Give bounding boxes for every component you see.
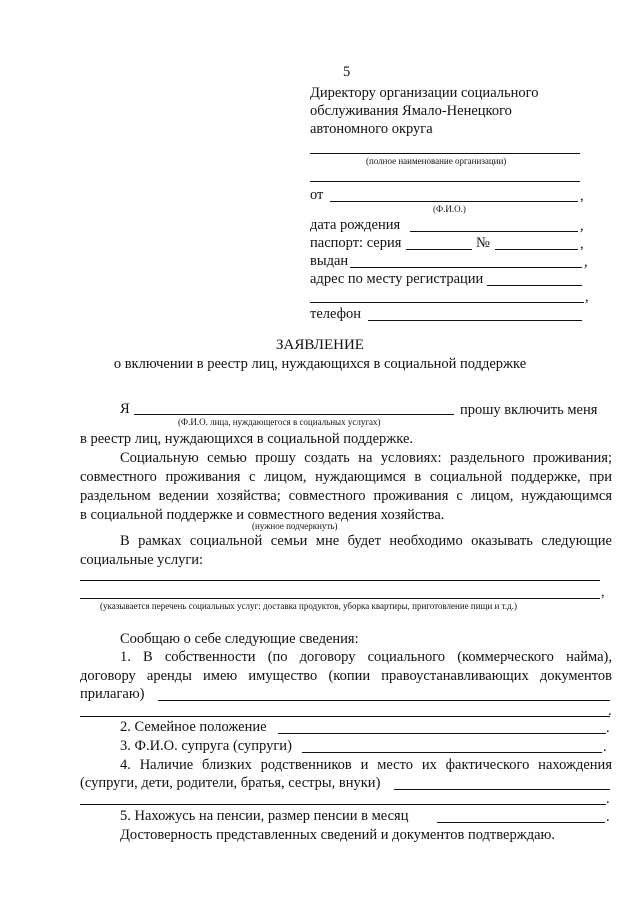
property-field[interactable]: [158, 700, 610, 701]
applicant-name-field[interactable]: [330, 201, 578, 202]
comma: ,: [580, 188, 584, 204]
phone-label: телефон: [310, 306, 362, 322]
item-1-text-2: договору аренды имею имущество (копии правоустанавливающих документов: [80, 668, 612, 684]
family-text-3: раздельном ведении хозяйства; совместного проживания с лицом, нуждающимся: [80, 488, 612, 504]
fio-caption: (Ф.И.О.): [433, 204, 466, 214]
item-2-text: 2. Семейное положение: [120, 719, 267, 735]
birth-date-label: дата рождения: [310, 217, 401, 233]
registry-line: в реестр лиц, нуждающихся в социальной поддержке.: [80, 431, 414, 447]
addressee-line-2: обслуживания Ямало-Ненецкого: [310, 103, 512, 119]
period: .: [608, 703, 612, 719]
passport-number-field[interactable]: [495, 249, 578, 250]
organization-caption: (полное наименование организации): [366, 156, 507, 166]
services-text-1: В рамках социальной семьи мне будет необходимо оказывать следующие: [120, 533, 612, 549]
birth-date-field[interactable]: [410, 231, 578, 232]
item-3-text: 3. Ф.И.О. супруга (супруги): [120, 738, 292, 754]
organization-name-field-2[interactable]: [310, 181, 580, 182]
phone-field[interactable]: [368, 320, 582, 321]
address-label: адрес по месту регистрации: [310, 271, 484, 287]
services-field-2[interactable]: [80, 598, 600, 599]
comma: ,: [585, 289, 589, 305]
comma: ,: [601, 584, 605, 600]
document-subtitle: о включении в реестр лиц, нуждающихся в социальной поддержке: [113, 356, 527, 372]
family-text-4: в социальной поддержке и совместного ведения хозяйства.: [80, 507, 445, 523]
organization-name-field[interactable]: [310, 153, 580, 154]
services-text-2: социальные услуги:: [80, 552, 204, 568]
relatives-field-2[interactable]: [80, 804, 606, 805]
family-text-2: совместного проживания с лицом, нуждающимся в социальной поддержке, при: [80, 469, 612, 485]
addressee-line-1: Директору организации социального: [310, 85, 539, 101]
relatives-field[interactable]: [394, 789, 610, 790]
address-field-2[interactable]: [310, 302, 584, 303]
period: .: [606, 791, 610, 807]
person-caption: (Ф.И.О. лица, нуждающегося в социальных услугах): [178, 417, 381, 427]
period: .: [606, 720, 610, 736]
underline-caption: (нужное подчеркнуть): [252, 521, 338, 531]
services-field[interactable]: [80, 580, 600, 581]
item-1-text-1: 1. В собственности (по договору социального (коммерческого найма),: [120, 649, 612, 665]
family-text-1: Социальную семью прошу создать на условиях: раздельного проживания;: [120, 450, 612, 466]
period: .: [606, 809, 610, 825]
pension-field[interactable]: [437, 822, 605, 823]
property-field-2[interactable]: [80, 716, 610, 717]
addressee-line-3: автономного округа: [310, 121, 433, 137]
comma: ,: [580, 218, 584, 234]
ya-label: Я: [120, 401, 130, 417]
item-4-text-2: (супруги, дети, родители, братья, сестры, внуки): [80, 775, 381, 791]
period: .: [603, 739, 607, 755]
comma: ,: [584, 254, 588, 270]
spouse-name-field[interactable]: [302, 752, 602, 753]
comma: ,: [580, 236, 584, 252]
passport-series-label: паспорт: серия: [310, 235, 402, 251]
include-me-text: прошу включить меня: [460, 402, 598, 418]
from-label: от: [310, 187, 324, 203]
item-4-text-1: 4. Наличие близких родственников и место их фактического нахождения: [120, 757, 612, 773]
marital-status-field[interactable]: [278, 733, 606, 734]
document-title: ЗАЯВЛЕНИЕ: [276, 337, 364, 353]
item-1-text-3: прилагаю): [80, 686, 145, 702]
passport-series-field[interactable]: [406, 249, 472, 250]
address-field[interactable]: [487, 285, 582, 286]
services-caption: (указывается перечень социальных услуг: доставка продуктов, уборка квартиры, приготовление пищи и т.д.): [100, 601, 517, 611]
info-intro: Сообщаю о себе следующие сведения:: [120, 631, 359, 647]
issued-field[interactable]: [350, 267, 582, 268]
issued-label: выдан: [310, 253, 349, 269]
person-name-field[interactable]: [134, 414, 454, 415]
item-5-text: 5. Нахожусь на пенсии, размер пенсии в месяц: [120, 808, 409, 824]
confirmation-text: Достоверность представленных сведений и документов подтверждаю.: [120, 827, 555, 843]
page-number: 5: [343, 64, 351, 80]
passport-number-label: №: [476, 235, 490, 251]
